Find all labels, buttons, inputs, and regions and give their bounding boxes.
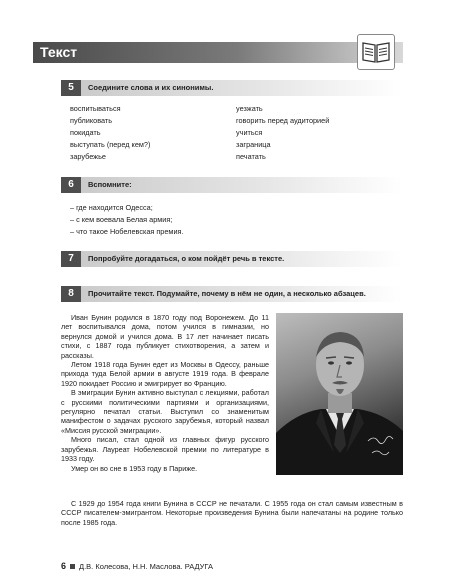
- synonym-left-item: выступать (перед кем?): [70, 140, 151, 149]
- synonym-right-item: учиться: [236, 128, 263, 137]
- author-portrait-photo: [276, 313, 403, 475]
- remember-item: – где находится Одесса;: [70, 203, 153, 212]
- footer-separator-icon: [70, 564, 75, 569]
- exercise-number: 6: [61, 177, 81, 193]
- exercise-7-header: [61, 251, 402, 267]
- exercise-5-header: [61, 80, 402, 96]
- reading-text-full: [61, 499, 403, 527]
- book-icon: [357, 34, 395, 70]
- synonym-left-item: зарубежье: [70, 152, 106, 161]
- remember-item: – с кем воевала Белая армия;: [70, 215, 173, 224]
- synonym-right-item: уезжать: [236, 104, 263, 113]
- exercise-6-header: [61, 177, 402, 193]
- text-paragraph: Иван Бунин родился в 1870 году под Воронежем. До 11 лет воспитывался дома, потом учился в гимназии, но вернулся домой и учился дома. В 17 лет начинает писать стихи, с 1887 года публикует стихотворения, а затем и рассказы.: [61, 313, 269, 360]
- section-title: Текст: [40, 44, 78, 60]
- page-footer: [61, 561, 213, 571]
- synonym-right-item: говорить перед аудиторией: [236, 116, 330, 125]
- exercise-number: 5: [61, 80, 81, 96]
- exercise-8-header: [61, 286, 402, 302]
- remember-item: – что такое Нобелевская премия.: [70, 227, 184, 236]
- reading-text-column: [61, 313, 269, 473]
- synonym-left-item: покидать: [70, 128, 101, 137]
- synonym-right-item: печатать: [236, 152, 266, 161]
- exercise-instruction: Соедините слова и их синонимы.: [88, 83, 214, 92]
- text-paragraph: В эмиграции Бунин активно выступал с лекциями, работал с русскими политическими партиями и организациями, регулярно печатал статьи. Выступил со знаменитым манифестом о задачах русского зарубежья, который назвал «Миссия русской эмиграции».: [61, 388, 269, 435]
- exercise-number: 7: [61, 251, 81, 267]
- text-paragraph: Умер он во сне в 1953 году в Париже.: [71, 463, 198, 473]
- text-paragraph: Много писал, стал одной из главных фигур русского зарубежья. Лауреат Нобелевской премии по литературе в 1933 году.: [61, 435, 269, 464]
- text-paragraph: С 1929 до 1954 года книги Бунина в СССР не печатали. С 1955 года он стал самым известным в СССР писателем-эмигрантом. Некоторые произведения Бунина были напечатаны на родине только после 1985 года.: [61, 499, 403, 527]
- page-number: 6: [61, 561, 67, 571]
- synonym-left-item: воспитываться: [70, 104, 121, 113]
- text-paragraph: Летом 1918 года Бунин едет из Москвы в Одессу, раньше прихода туда Белой армии в августе 1919 года. В феврале 1920 покидает Россию и эмигрирует во Францию.: [61, 360, 269, 388]
- exercise-instruction: Прочитайте текст. Подумайте, почему в нём не один, а несколько абзацев.: [88, 289, 366, 298]
- exercise-instruction: Попробуйте догадаться, о ком пойдёт речь в тексте.: [88, 254, 285, 263]
- footer-authors: Д.В. Колесова, Н.Н. Маслова. РАДУГА: [79, 562, 213, 571]
- synonym-right-item: заграница: [236, 140, 271, 149]
- section-header-bar: [33, 42, 403, 63]
- synonym-left-item: публиковать: [70, 116, 113, 125]
- exercise-instruction: Вспомните:: [88, 180, 132, 189]
- exercise-number: 8: [61, 286, 81, 302]
